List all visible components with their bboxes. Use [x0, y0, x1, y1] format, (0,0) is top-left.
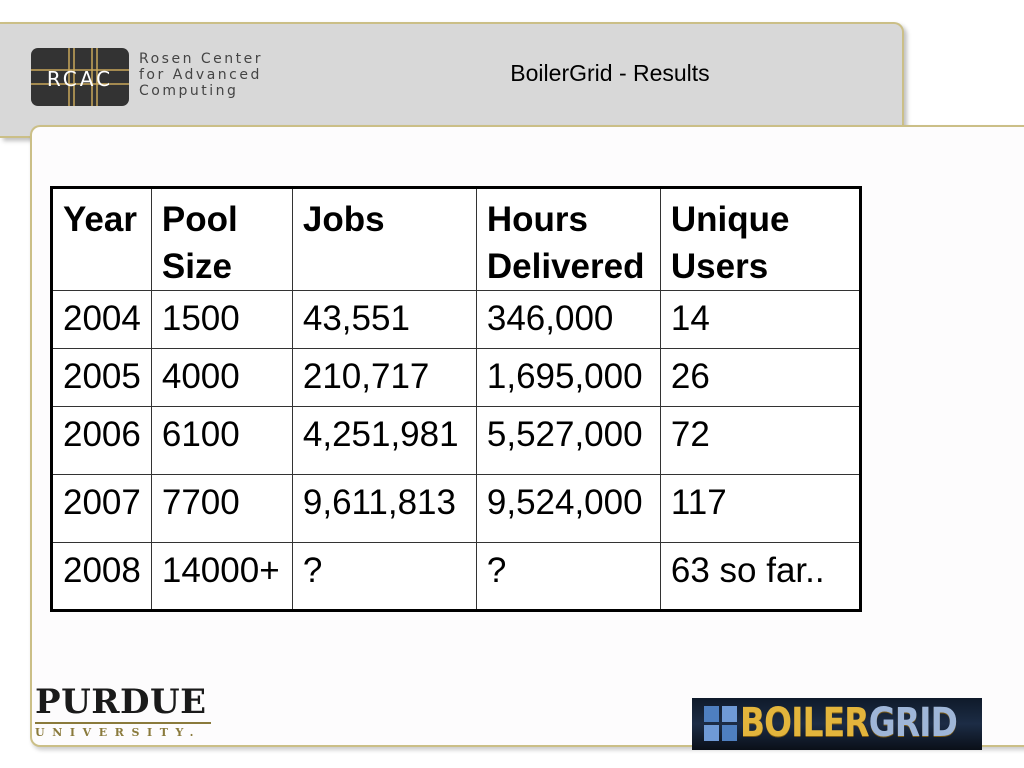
- cell-year: 2004: [52, 291, 152, 349]
- cell-unique-users: 14: [660, 291, 860, 349]
- cell-unique-users: 72: [660, 407, 860, 475]
- cell-pool-size: 14000+: [151, 543, 292, 611]
- cell-hours-delivered: 346,000: [476, 291, 660, 349]
- org-name-line: for Advanced: [139, 67, 262, 83]
- cell-jobs: 9,611,813: [292, 475, 476, 543]
- boilergrid-word-boiler: BOILER: [740, 700, 869, 746]
- rcac-logo-text: RCAC: [46, 67, 114, 91]
- cell-pool-size: 7700: [151, 475, 292, 543]
- purdue-rule: [35, 722, 211, 724]
- purdue-subtitle: UNIVERSITY.: [35, 726, 201, 739]
- boilergrid-wordmark: [740, 700, 957, 746]
- cell-hours-delivered: ?: [476, 543, 660, 611]
- cell-hours-delivered: 9,524,000: [476, 475, 660, 543]
- results-table: [50, 186, 862, 612]
- cell-pool-size: 6100: [151, 407, 292, 475]
- cell-year: 2008: [52, 543, 152, 611]
- cell-hours-delivered: 5,527,000: [476, 407, 660, 475]
- column-header-unique-users: Unique Users: [660, 188, 860, 291]
- slide-title: BoilerGrid - Results: [510, 60, 710, 86]
- org-name-line: Rosen Center: [139, 51, 264, 67]
- purdue-logo: [35, 682, 220, 739]
- column-header-pool-size: Pool Size: [151, 188, 292, 291]
- column-header-year: Year: [52, 188, 152, 291]
- rcac-logo: [31, 48, 129, 106]
- purdue-wordmark: PURDUE: [35, 682, 207, 722]
- table-row: [52, 349, 861, 407]
- cell-pool-size: 1500: [151, 291, 292, 349]
- table-row: [52, 543, 861, 611]
- cell-hours-delivered: 1,695,000: [476, 349, 660, 407]
- cell-year: 2007: [52, 475, 152, 543]
- cell-jobs: 4,251,981: [292, 407, 476, 475]
- column-header-jobs: Jobs: [292, 188, 476, 291]
- cell-jobs: ?: [292, 543, 476, 611]
- cell-year: 2005: [52, 349, 152, 407]
- table-row: [52, 475, 861, 543]
- cell-year: 2006: [52, 407, 152, 475]
- table-row: [52, 407, 861, 475]
- cell-pool-size: 4000: [151, 349, 292, 407]
- column-header-hours-delivered: Hours Delivered: [476, 188, 660, 291]
- table-row: [52, 291, 861, 349]
- cell-jobs: 43,551: [292, 291, 476, 349]
- cell-jobs: 210,717: [292, 349, 476, 407]
- org-name: [139, 51, 289, 99]
- grid-tiles-icon: [704, 706, 738, 742]
- table-header-row: [52, 188, 861, 291]
- cell-unique-users: 63 so far..: [660, 543, 860, 611]
- cell-unique-users: 26: [660, 349, 860, 407]
- boilergrid-logo: [692, 698, 982, 750]
- cell-unique-users: 117: [660, 475, 860, 543]
- org-name-line: Computing: [139, 83, 239, 99]
- boilergrid-word-grid: GRID: [868, 700, 958, 746]
